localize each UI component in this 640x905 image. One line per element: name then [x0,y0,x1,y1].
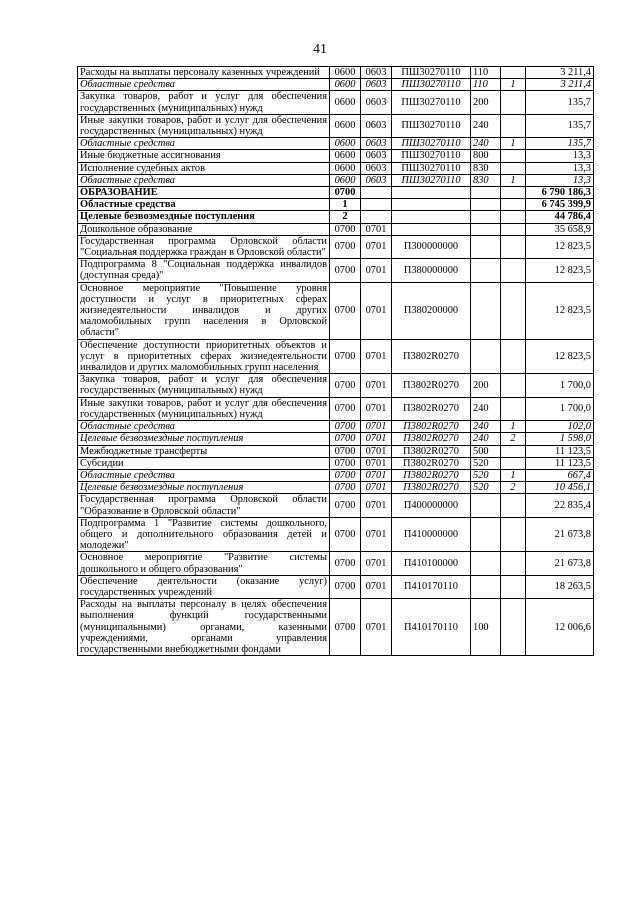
row-subsection-code: 0701 [361,599,392,656]
table-row [78,482,594,494]
row-description: Государственная программа Орловской области "Социальная поддержка граждан в Орловской области" [78,235,330,258]
row-target-code: П410000000 [392,517,471,552]
row-section-code: 0700 [330,575,361,598]
row-description: Иные закупки товаров, работ и услуг для обеспечения государственных (муниципальных) нужд [78,397,330,420]
row-target-code: П410170110 [392,575,471,598]
row-section-code: 0700 [330,421,361,433]
row-target-code: ПШ30270110 [392,162,471,174]
row-expense-type [471,282,501,339]
row-expense-type: 520 [471,457,501,469]
row-section-code: 0700 [330,457,361,469]
row-target-code: ПШ30270110 [392,114,471,137]
row-target-code: П3802R0270 [392,469,471,481]
row-amount: 22 835,4 [526,494,594,517]
row-expense-type [471,259,501,282]
row-subsection-code [361,187,392,199]
table-row [78,421,594,433]
row-funding-source: 1 [501,174,526,186]
row-expense-type: 500 [471,445,501,457]
row-target-code: П410100000 [392,552,471,575]
row-description: Иные бюджетные ассигнования [78,150,330,162]
row-description: Подпрограмма 1 "Развитие системы дошкольного, общего и дополнительного образования детей и молодежи" [78,517,330,552]
row-expense-type: 110 [471,67,501,79]
row-target-code: ПШ30270110 [392,138,471,150]
row-description: Областные средства [78,79,330,91]
row-target-code: П3802R0270 [392,445,471,457]
table-row [78,282,594,339]
row-description: Межбюджетные трансферты [78,445,330,457]
row-target-code: П3802R0270 [392,457,471,469]
table-row [78,211,594,223]
row-amount: 12 823,5 [526,259,594,282]
table-row [78,162,594,174]
table-row [78,494,594,517]
row-target-code: П3802R0270 [392,421,471,433]
row-expense-type [471,517,501,552]
row-amount: 135,7 [526,138,594,150]
row-target-code: ПШ30270110 [392,79,471,91]
row-section-code: 0600 [330,138,361,150]
row-subsection-code: 0701 [361,259,392,282]
row-subsection-code: 0603 [361,114,392,137]
row-subsection-code: 0701 [361,552,392,575]
row-description: Обеспечение доступности приоритетных объектов и услуг в приоритетных сферах жизнедеятельности инвалидов и других маломобильных групп населения [78,339,330,374]
row-expense-type: 240 [471,138,501,150]
row-subsection-code: 0701 [361,421,392,433]
row-section-code: 0700 [330,397,361,420]
row-funding-source: 1 [501,421,526,433]
row-subsection-code: 0603 [361,79,392,91]
row-funding-source [501,457,526,469]
row-description: Областные средства [78,421,330,433]
row-funding-source [501,374,526,397]
row-funding-source [501,91,526,114]
row-amount: 6 745 399,9 [526,199,594,211]
table-row [78,457,594,469]
row-section-code: 0600 [330,114,361,137]
row-target-code: ПШ30270110 [392,67,471,79]
row-target-code: П3802R0270 [392,433,471,445]
row-expense-type [471,575,501,598]
row-amount: 12 006,6 [526,599,594,656]
row-subsection-code: 0701 [361,575,392,598]
row-target-code: П300000000 [392,235,471,258]
row-section-code: 0700 [330,517,361,552]
row-target-code: П3802R0270 [392,339,471,374]
row-subsection-code: 0701 [361,397,392,420]
row-description: Субсидии [78,457,330,469]
table-row [78,114,594,137]
table-row [78,339,594,374]
row-section-code: 0700 [330,599,361,656]
table-row [78,575,594,598]
row-description: ОБРАЗОВАНИЕ [78,187,330,199]
row-amount: 11 123,5 [526,457,594,469]
row-funding-source [501,282,526,339]
table-row [78,79,594,91]
row-amount: 135,7 [526,91,594,114]
row-subsection-code: 0701 [361,494,392,517]
row-funding-source [501,211,526,223]
budget-table [77,66,594,656]
row-amount: 13,3 [526,150,594,162]
table-row [78,599,594,656]
table-row [78,235,594,258]
row-subsection-code: 0603 [361,138,392,150]
row-amount: 667,4 [526,469,594,481]
row-section-code: 0700 [330,235,361,258]
row-amount: 3 211,4 [526,79,594,91]
table-row [78,174,594,186]
table-row [78,374,594,397]
row-subsection-code: 0701 [361,445,392,457]
row-section-code: 0600 [330,67,361,79]
row-amount: 135,7 [526,114,594,137]
row-expense-type: 240 [471,397,501,420]
row-amount: 1 700,0 [526,374,594,397]
row-section-code: 0700 [330,445,361,457]
row-description: Обеспечение деятельности (оказание услуг) государственных учреждений [78,575,330,598]
row-section-code: 0700 [330,282,361,339]
table-row [78,91,594,114]
row-target-code: П380000000 [392,259,471,282]
row-expense-type [471,223,501,235]
row-expense-type: 520 [471,469,501,481]
row-amount: 6 790 186,3 [526,187,594,199]
row-amount: 12 823,5 [526,339,594,374]
row-expense-type: 520 [471,482,501,494]
table-row [78,223,594,235]
table-row [78,138,594,150]
row-subsection-code: 0603 [361,67,392,79]
row-description: Областные средства [78,199,330,211]
row-section-code: 0700 [330,374,361,397]
row-description: Исполнение судебных актов [78,162,330,174]
table-row [78,259,594,282]
row-expense-type: 110 [471,79,501,91]
row-section-code: 0700 [330,482,361,494]
row-section-code: 0700 [330,223,361,235]
row-funding-source [501,494,526,517]
row-funding-source [501,259,526,282]
table-row [78,552,594,575]
table-row [78,445,594,457]
row-expense-type: 100 [471,599,501,656]
row-funding-source [501,445,526,457]
budget-table-body [78,67,594,656]
table-row [78,397,594,420]
row-subsection-code [361,199,392,211]
row-subsection-code: 0603 [361,150,392,162]
row-subsection-code: 0701 [361,469,392,481]
row-amount: 18 263,5 [526,575,594,598]
row-expense-type: 830 [471,174,501,186]
row-description: Закупка товаров, работ и услуг для обеспечения государственных (муниципальных) нужд [78,91,330,114]
row-description: Основное мероприятие "Развитие системы дошкольного и общего образования" [78,552,330,575]
row-subsection-code: 0701 [361,457,392,469]
row-target-code [392,199,471,211]
row-funding-source [501,223,526,235]
row-subsection-code: 0701 [361,374,392,397]
row-target-code: ПШ30270110 [392,174,471,186]
row-funding-source [501,552,526,575]
table-row [78,187,594,199]
row-description: Дошкольное образование [78,223,330,235]
row-expense-type: 800 [471,150,501,162]
row-section-code: 0700 [330,433,361,445]
row-section-code: 2 [330,211,361,223]
row-expense-type: 200 [471,91,501,114]
row-funding-source: 1 [501,138,526,150]
row-description: Государственная программа Орловской области "Образование в Орловской области" [78,494,330,517]
row-section-code: 0700 [330,469,361,481]
row-amount: 21 673,8 [526,552,594,575]
row-description: Расходы на выплаты персоналу в целях обеспечения выполнения функций государственными (муниципальными) органами, казенными учреждениями, органами управления государственными внебюджетными фондами [78,599,330,656]
row-section-code: 0700 [330,552,361,575]
row-section-code: 0600 [330,174,361,186]
row-section-code: 1 [330,199,361,211]
row-subsection-code: 0701 [361,223,392,235]
row-amount: 13,3 [526,162,594,174]
row-target-code: П380200000 [392,282,471,339]
row-funding-source [501,599,526,656]
row-target-code: П3802R0270 [392,374,471,397]
row-description: Целевые безвозмездные поступления [78,482,330,494]
row-description: Целевые безвозмездные поступления [78,433,330,445]
row-subsection-code [361,211,392,223]
row-target-code [392,223,471,235]
row-description: Расходы на выплаты персоналу казенных учреждений [78,67,330,79]
row-amount: 102,0 [526,421,594,433]
table-row [78,517,594,552]
row-section-code: 0700 [330,339,361,374]
row-funding-source: 1 [501,469,526,481]
row-subsection-code: 0701 [361,235,392,258]
table-row [78,469,594,481]
row-expense-type [471,235,501,258]
row-amount: 10 456,1 [526,482,594,494]
row-amount: 1 598,0 [526,433,594,445]
row-expense-type [471,339,501,374]
row-section-code: 0700 [330,187,361,199]
row-funding-source [501,339,526,374]
row-target-code: П3802R0270 [392,482,471,494]
row-section-code: 0700 [330,259,361,282]
row-target-code [392,187,471,199]
row-expense-type: 240 [471,421,501,433]
table-row [78,199,594,211]
row-funding-source [501,150,526,162]
row-funding-source: 2 [501,433,526,445]
row-funding-source: 2 [501,482,526,494]
row-section-code: 0600 [330,91,361,114]
row-expense-type: 240 [471,114,501,137]
row-amount: 3 211,4 [526,67,594,79]
row-funding-source [501,67,526,79]
row-subsection-code: 0701 [361,433,392,445]
row-amount: 13,3 [526,174,594,186]
row-section-code: 0600 [330,79,361,91]
row-description: Подпрограмма 8 "Социальная поддержка инвалидов (доступная среда)" [78,259,330,282]
row-target-code: П410170110 [392,599,471,656]
row-subsection-code: 0701 [361,517,392,552]
row-funding-source: 1 [501,79,526,91]
row-description: Областные средства [78,174,330,186]
row-target-code [392,211,471,223]
row-funding-source [501,162,526,174]
row-description: Целевые безвозмездные поступления [78,211,330,223]
row-subsection-code: 0603 [361,174,392,186]
row-expense-type: 830 [471,162,501,174]
row-expense-type [471,552,501,575]
table-row [78,433,594,445]
row-expense-type [471,211,501,223]
row-section-code: 0600 [330,150,361,162]
row-expense-type [471,199,501,211]
row-target-code: ПШ30270110 [392,150,471,162]
row-target-code: П400000000 [392,494,471,517]
row-target-code: П3802R0270 [392,397,471,420]
row-amount: 11 123,5 [526,445,594,457]
page-number: 41 [313,42,327,57]
row-amount: 1 700,0 [526,397,594,420]
row-section-code: 0700 [330,494,361,517]
row-amount: 21 673,8 [526,517,594,552]
table-row [78,150,594,162]
row-subsection-code: 0603 [361,162,392,174]
row-funding-source [501,575,526,598]
row-expense-type: 200 [471,374,501,397]
row-amount: 12 823,5 [526,235,594,258]
table-row [78,67,594,79]
row-subsection-code: 0701 [361,339,392,374]
row-amount: 44 786,4 [526,211,594,223]
row-funding-source [501,199,526,211]
row-amount: 12 823,5 [526,282,594,339]
row-description: Иные закупки товаров, работ и услуг для обеспечения государственных (муниципальных) нужд [78,114,330,137]
row-subsection-code: 0701 [361,482,392,494]
row-funding-source [501,114,526,137]
row-subsection-code: 0701 [361,282,392,339]
row-expense-type [471,187,501,199]
row-target-code: ПШ30270110 [392,91,471,114]
row-expense-type: 240 [471,433,501,445]
row-funding-source [501,235,526,258]
row-description: Закупка товаров, работ и услуг для обеспечения государственных (муниципальных) нужд [78,374,330,397]
row-description: Основное мероприятие "Повышение уровня доступности и услуг в приоритетных сферах жизнедеятельности инвалидов и других маломобильных групп населения в Орловской области" [78,282,330,339]
row-description: Областные средства [78,138,330,150]
row-subsection-code: 0603 [361,91,392,114]
row-funding-source [501,517,526,552]
row-amount: 35 658,9 [526,223,594,235]
row-expense-type [471,494,501,517]
row-description: Областные средства [78,469,330,481]
row-funding-source [501,397,526,420]
row-section-code: 0600 [330,162,361,174]
row-funding-source [501,187,526,199]
